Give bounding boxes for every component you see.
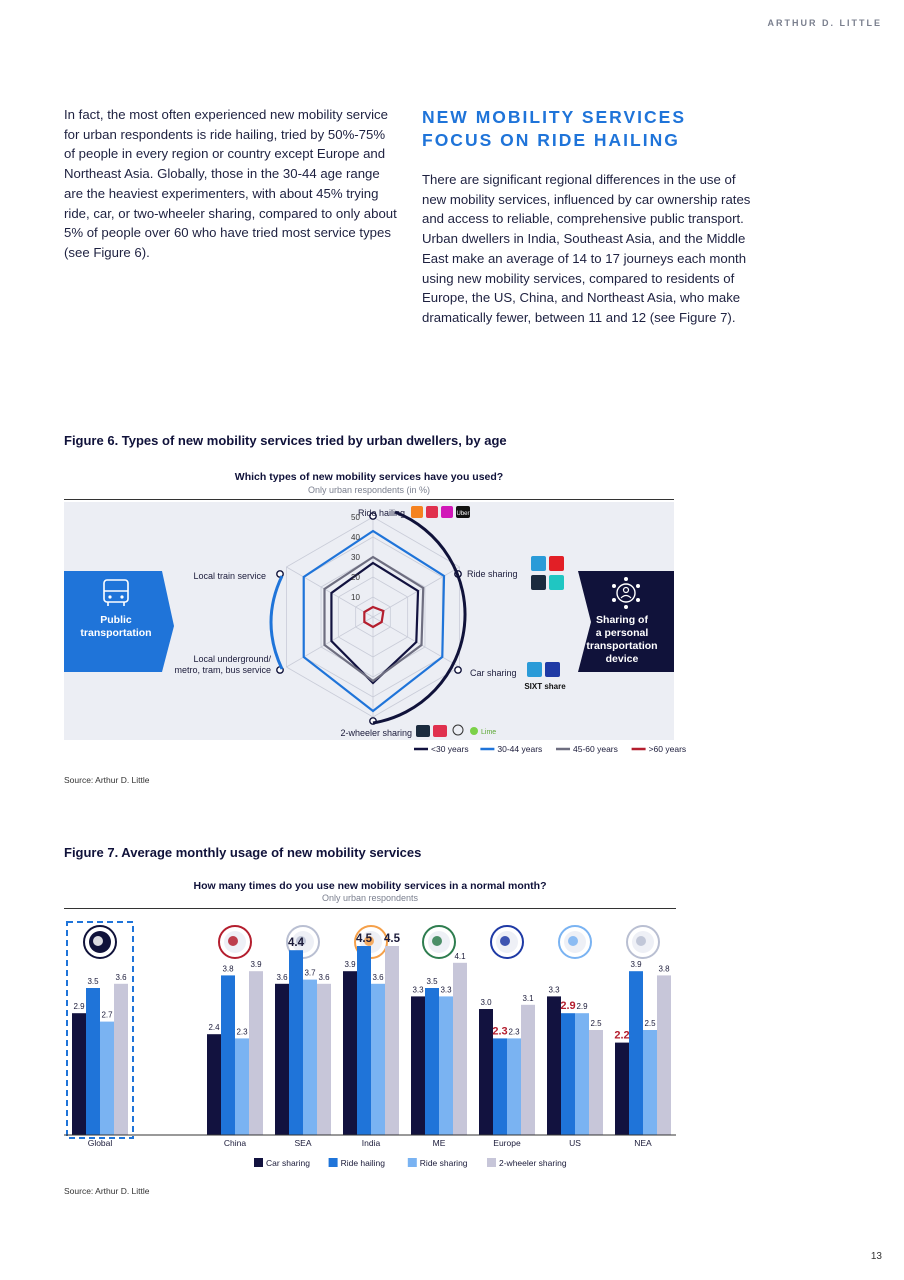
bar [643, 1030, 657, 1135]
radar-axis-marker [455, 667, 461, 673]
category-label: ME [432, 1138, 446, 1148]
bar [493, 1038, 507, 1135]
radar-axis-label: Local underground/ [193, 654, 271, 664]
bar-value-label: 3.7 [304, 968, 316, 978]
radar-axis-label: Local train service [193, 571, 266, 581]
bar-value-label: 2.7 [101, 1010, 113, 1020]
bar-value-label: 3.5 [426, 977, 438, 986]
bar [547, 996, 561, 1135]
figure7-rule [64, 908, 676, 909]
uber-logo-text: Uber [456, 511, 470, 517]
figure7-subtitle: Only urban respondents [321, 893, 419, 903]
bar [343, 971, 357, 1135]
figure7-source: Source: Arthur D. Little [64, 1186, 150, 1196]
bar-legend-label: Ride hailing [340, 1158, 386, 1168]
bar-value-label: 2.3 [508, 1027, 520, 1037]
figure7-question: How many times do you use new mobility services in a normal month? [193, 880, 547, 892]
radar-axis-label: metro, tram, bus service [174, 665, 271, 675]
bar [72, 1013, 86, 1135]
bar-value-label: 3.9 [344, 960, 356, 970]
bar-value-label: 3.9 [630, 960, 642, 970]
bar-legend-label: Ride sharing [419, 1158, 468, 1168]
bar-value-label: 3.6 [276, 972, 288, 982]
category-label: India [361, 1138, 381, 1148]
lime-logo-text: Lime [481, 729, 497, 736]
bar [235, 1038, 249, 1135]
bar [100, 1022, 114, 1135]
bar-value-label: 4.4 [288, 937, 304, 950]
bar-value-label: 2.9 [73, 1002, 85, 1012]
radar-tick-label: 50 [351, 513, 360, 522]
radar-tick-label: 40 [351, 533, 360, 542]
bar-value-label: 3.8 [658, 964, 670, 974]
radar-legend-label: 30-44 years [497, 744, 543, 754]
bar-value-label: 2.3 [492, 1025, 508, 1038]
radar-legend [414, 744, 686, 754]
bar-value-label: 2.9 [576, 1002, 588, 1012]
bar [521, 1005, 535, 1135]
bar [561, 1013, 575, 1135]
bar-value-label: 4.5 [356, 933, 372, 945]
category-label: China [223, 1138, 247, 1148]
region-landmass-icon [636, 936, 646, 946]
bar [207, 1034, 221, 1135]
radar-legend-label: 45-60 years [573, 744, 618, 754]
radar-axis-label: 2-wheeler sharing [340, 728, 412, 738]
bar-value-label: 3.8 [222, 964, 234, 974]
bar [575, 1013, 589, 1135]
bar-value-label: 4.1 [454, 951, 466, 961]
bar [357, 946, 371, 1135]
bar-value-label: 2.5 [644, 1019, 656, 1028]
category-labels [88, 1138, 652, 1148]
page-number: 13 [870, 1251, 882, 1262]
bar-value-label: 2.9 [560, 1000, 576, 1013]
bar-value-label: 3.6 [318, 972, 330, 982]
bar-legend [254, 1158, 567, 1168]
region-landmass-icon [93, 936, 103, 946]
figure6-title: Figure 6. Types of new mobility services tried by urban dwellers, by age [64, 433, 507, 448]
region-landmass-icon [568, 936, 578, 946]
left-paragraph: In fact, the most often experienced new mobility service for urban respondents is ride hailing, tried by 50%-75% of people in every region or country except Europe and Northeast Asia. Globally, those in the 30-44 age range are the heaviest experimenters, with about 45% trying ride, car, or two-wheeler sharing, compared to only about 5% of people over 60 who have tried most service types (see Figure 6). [64, 107, 397, 260]
radar-legend-label: <30 years [431, 744, 469, 754]
bar [114, 984, 128, 1135]
sharing-label-1: Sharing of [596, 614, 648, 626]
radar-tick-label: 30 [351, 553, 360, 562]
region-landmass-icon [432, 936, 442, 946]
bar-value-label: 3.3 [440, 985, 452, 995]
radar-axis-label: Car sharing [470, 668, 517, 678]
bar [385, 946, 399, 1135]
bar-value-label: 2.3 [236, 1027, 248, 1037]
bar [249, 971, 263, 1135]
bar [425, 988, 439, 1135]
bar-value-label: 2.5 [590, 1019, 602, 1028]
bar [275, 984, 289, 1135]
radar-tick-label: 20 [351, 573, 360, 582]
bar-value-label: 3.9 [250, 960, 262, 970]
bar-value-label: 2.2 [614, 1029, 630, 1042]
category-label: Europe [493, 1138, 521, 1148]
bar-legend-swatch [487, 1158, 496, 1167]
figure6-rule [64, 499, 674, 500]
figure7-title: Figure 7. Average monthly usage of new mobility services [64, 845, 422, 860]
bar [453, 963, 467, 1135]
bar [589, 1030, 603, 1135]
bar-value-label: 3.6 [372, 972, 384, 982]
region-landmass-icon [500, 936, 510, 946]
bar [657, 975, 671, 1135]
figure7-bar-chart [64, 910, 678, 1180]
radar-legend-label: >60 years [648, 744, 687, 754]
bar-value-label: 3.3 [412, 985, 424, 995]
bar-legend-swatch [329, 1158, 338, 1167]
public-transport-label-2: transportation [80, 627, 152, 639]
section-heading: NEW MOBILITY SERVICES FOCUS ON RIDE HAILING [422, 107, 687, 150]
bar-legend-label: 2-wheeler sharing [499, 1158, 567, 1168]
sharing-label-2: a personal [595, 627, 649, 639]
bar [507, 1038, 521, 1135]
figure6-question: Which types of new mobility services have you used? [234, 471, 504, 483]
bar [371, 984, 385, 1135]
bar-legend-swatch [254, 1158, 263, 1167]
sixt-logo-text: SIXT share [524, 682, 566, 691]
bar-legend-swatch [408, 1158, 417, 1167]
radar-tick-label: 10 [351, 593, 360, 602]
bar [615, 1043, 629, 1135]
bar [303, 980, 317, 1135]
bar [411, 996, 425, 1135]
bar-value-label: 4.5 [384, 933, 400, 945]
bar-legend-label: Car sharing [266, 1158, 310, 1168]
bar-value-label: 3.6 [115, 972, 127, 982]
category-label: US [569, 1138, 581, 1148]
right-paragraph: There are significant regional differences in the use of new mobility services, influenced by car ownership rates and access to reliable, comprehensive public transport. Urban dwellers in India, Southeast Asia, and the Middle East make an average of 14 to 17 journeys each month using new mobility services, compared to residents of Europe, the US, China, and Northeast Asia, who make dramatically fewer, between 11 and 12 (see Figure 7). [422, 172, 751, 325]
radar-axis-label: Ride sharing [467, 569, 518, 579]
sharing-label-3: transportation [586, 640, 658, 652]
figure6-radar-chart [64, 502, 687, 764]
bar [439, 996, 453, 1135]
bar [289, 950, 303, 1135]
category-label: Global [87, 1138, 113, 1148]
sharing-label-4: device [605, 653, 639, 665]
bar [86, 988, 100, 1135]
bar-value-label: 3.0 [480, 998, 492, 1007]
figure6-subtitle: Only urban respondents (in %) [307, 485, 431, 495]
bar-value-label: 3.5 [87, 977, 99, 986]
bar-value-label: 3.3 [548, 985, 560, 995]
category-label: SEA [294, 1138, 312, 1148]
bar [221, 975, 235, 1135]
public-transport-label-1: Public [100, 614, 132, 626]
category-label: NEA [634, 1138, 652, 1148]
bar [629, 971, 643, 1135]
bar-value-label: 3.1 [522, 993, 534, 1003]
bar-value-label: 2.4 [208, 1023, 220, 1033]
figure6-source: Source: Arthur D. Little [64, 775, 150, 785]
bar [317, 984, 331, 1135]
brand-header: ARTHUR D. LITTLE [767, 18, 882, 28]
radar-axis-label: Ride hailing [357, 508, 405, 518]
region-landmass-icon [228, 936, 238, 946]
bar [479, 1009, 493, 1135]
